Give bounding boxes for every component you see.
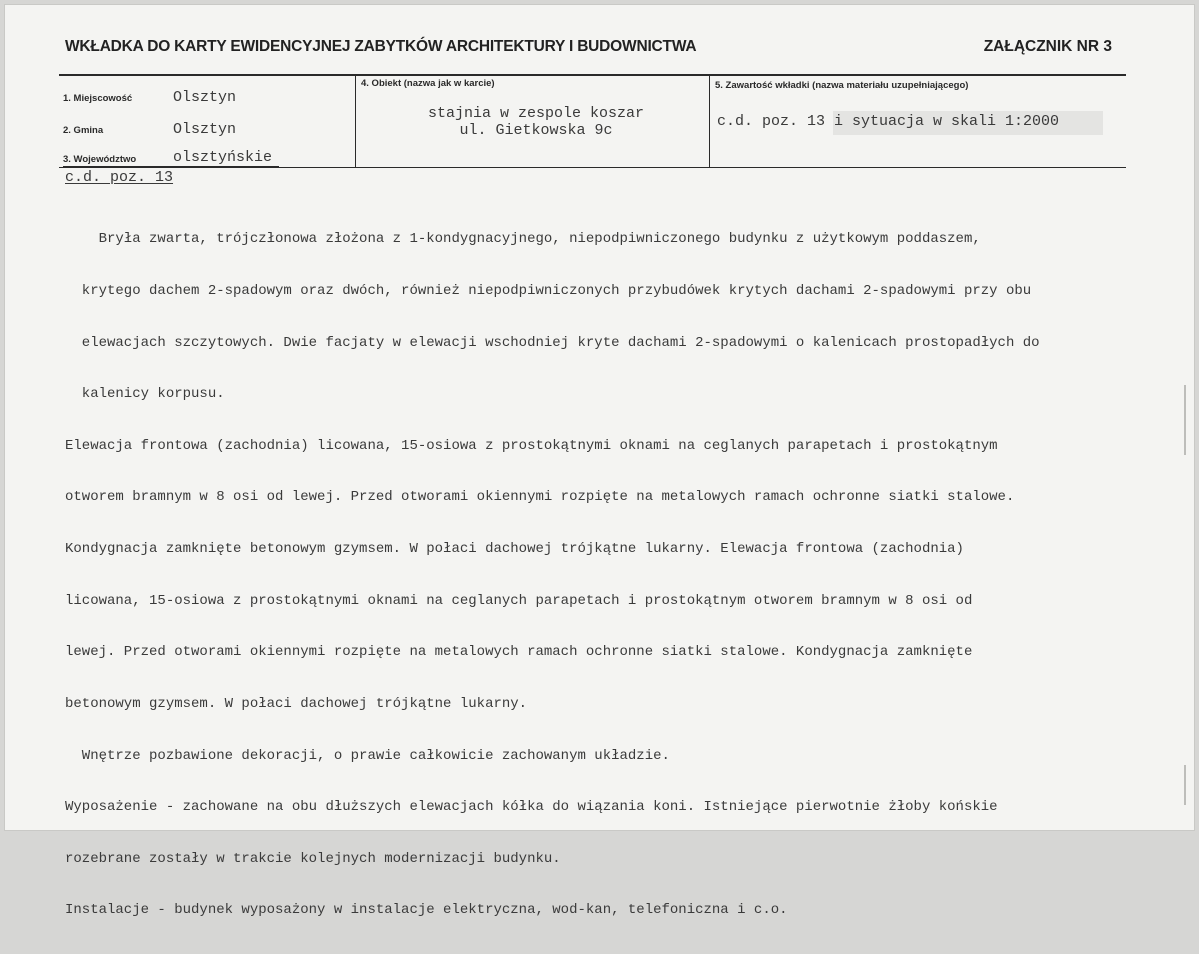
object-name [361, 105, 711, 139]
locality-label: 1. Miejscowość [63, 93, 133, 104]
object-label: 4. Obiekt (nazwa jak w karcie) [361, 78, 495, 89]
commune-value: Olsztyn [173, 121, 237, 138]
voivodeship-value: olsztyńskie [173, 149, 273, 166]
description-line: elewacjach szczytowych. Dwie facjaty w elewacji wschodniej kryte dachami 2-spadowymi o kalenicach prostopadłych do [65, 334, 1040, 351]
description-line: Elewacja frontowa (zachodnia) licowana, 15-osiowa z prostokątnymi oknami na ceglanych parapetach i prostokątnym [65, 437, 998, 454]
continuation-note: c.d. poz. 13 [65, 169, 174, 186]
contents-value: c.d. poz. 13 i sytuacja w skali 1:2000 [717, 113, 1060, 130]
description-line: rozebrane zostały w trakcie kolejnych modernizacji budynku. [65, 850, 561, 867]
description-line: Wnętrze pozbawione dekoracji, o prawie całkowicie zachowanym układzie. [65, 747, 670, 764]
scan-edge-mark [1184, 765, 1186, 805]
description-line: lewej. Przed otworami okiennymi rozpięte na metalowych ramach ochronne siatki stalowe. Kondygnacja zamknięte [65, 644, 973, 661]
object-line: ul. Gietkowska 9c [459, 122, 613, 139]
contents-label: 5. Zawartość wkładki (nazwa materiału uzupełniającego) [715, 80, 969, 91]
column-divider-1 [355, 75, 356, 168]
description-line: betonowym gzymsem. W połaci dachowej trójkątne lukarny. [65, 695, 528, 712]
form-title: WKŁADKA DO KARTY EWIDENCYJNEJ ZABYTKÓW ARCHITEKTURY I BUDOWNICTWA [65, 38, 697, 55]
description-line: kalenicy korpusu. [65, 386, 225, 403]
annex-number: ZAŁĄCZNIK NR 3 [983, 38, 1112, 55]
description-line: Instalacje - budynek wyposażony w instalacje elektryczna, wod-kan, telefoniczna i c.o. [65, 902, 788, 919]
description-line: licowana, 15-osiowa z prostokątnymi oknami na ceglanych parapetach i prostokątnym otworem bramnym w 8 osi od [65, 592, 973, 609]
header-rule-top [59, 74, 1126, 76]
description-line: otworem bramnym w 8 osi od lewej. Przed otworami okiennymi rozpięte na metalowych ramach ochronne siatki stalowe. [65, 489, 1015, 506]
object-line: stajnia w zespole koszar [427, 105, 645, 122]
description-text [65, 197, 1123, 954]
voivodeship-underline [63, 166, 279, 167]
description-line: Wyposażenie - zachowane na obu dłuższych elewacjach kółka do wiązania koni. Istniejące pierwotnie żłoby końskie [65, 799, 998, 816]
locality-value: Olsztyn [173, 89, 237, 106]
description-line: Bryła zwarta, trójczłonowa złożona z 1-kondygnacyjnego, niepodpiwniczonego budynku z użytkowym poddaszem, [65, 231, 981, 248]
voivodeship-label: 3. Województwo [63, 154, 137, 165]
commune-label: 2. Gmina [63, 125, 104, 136]
description-line: Kondygnacja zamknięte betonowym gzymsem. W połaci dachowej trójkątne lukarny. Elewacja frontowa (zachodnia) [65, 541, 964, 558]
description-line: krytego dachem 2-spadowym oraz dwóch, również niepodpiwniczonych przybudówek krytych dachami 2-spadowymi przy obu [65, 283, 1032, 300]
header-rule-bottom [59, 167, 1126, 168]
record-card [4, 4, 1195, 919]
scan-edge-mark [1184, 385, 1186, 455]
